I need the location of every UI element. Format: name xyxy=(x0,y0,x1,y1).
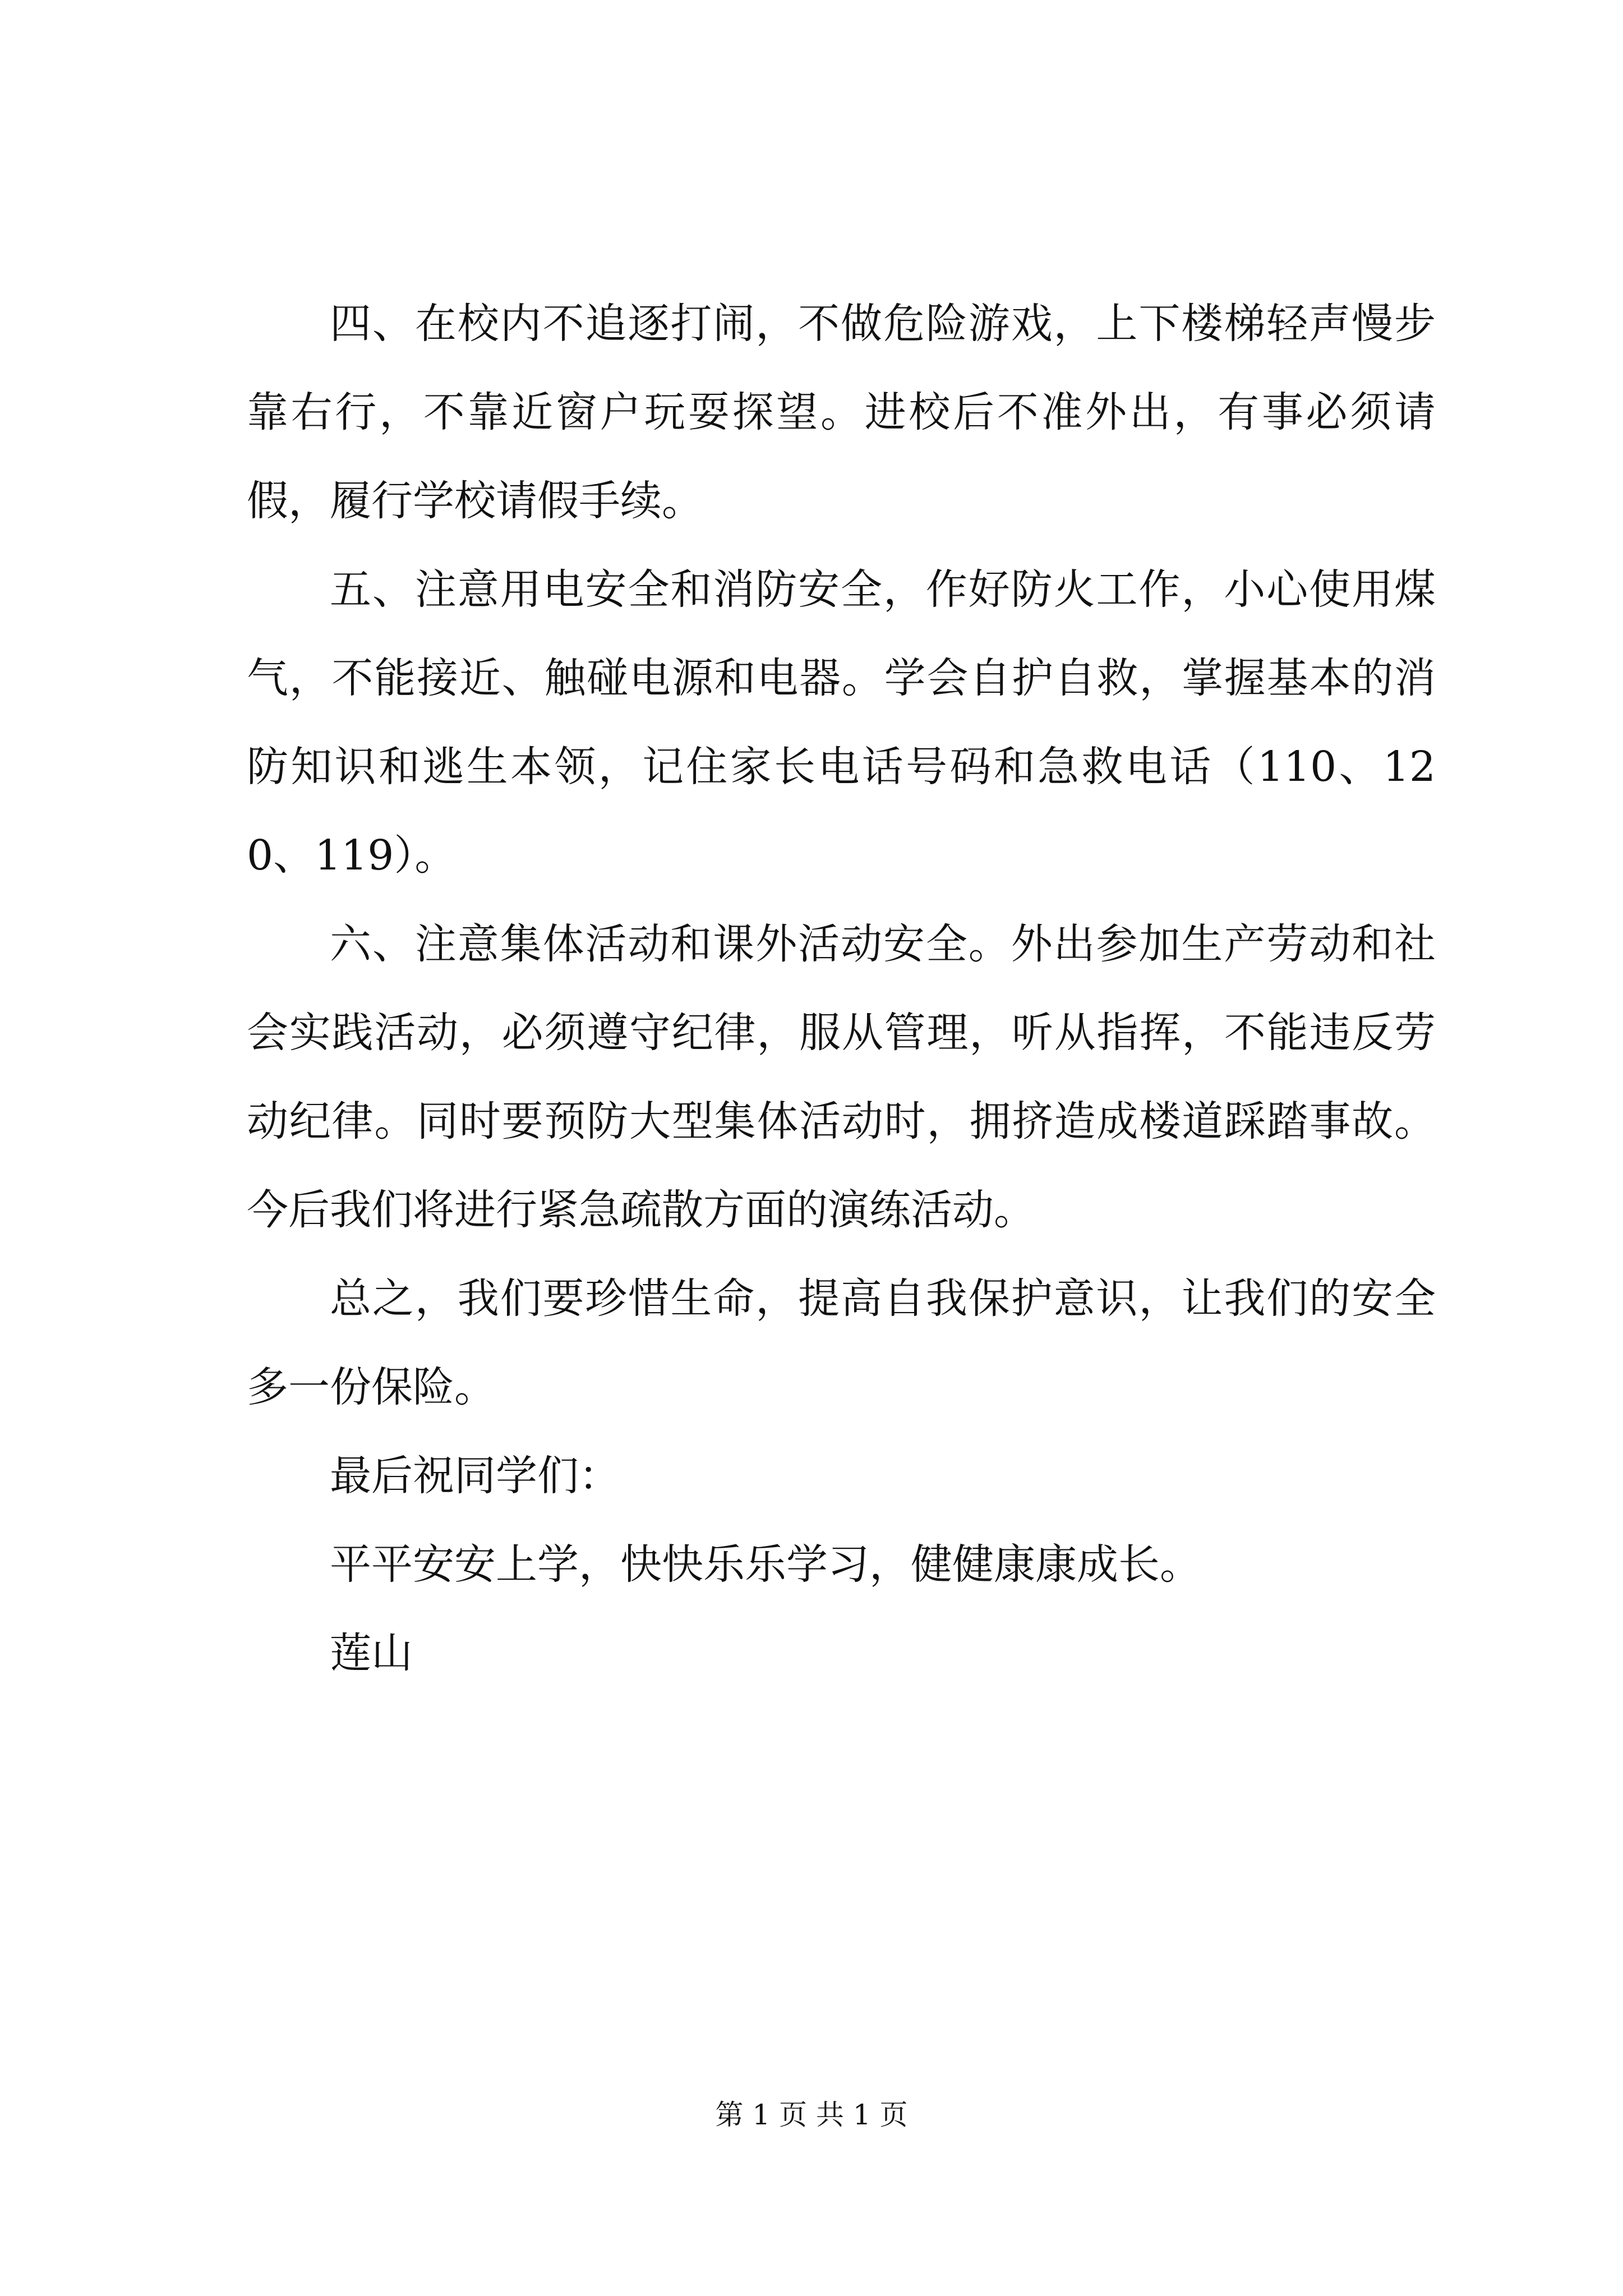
paragraph-conclusion: 总之，我们要珍惜生命，提高自我保护意识，让我们的安全多一份保险。 xyxy=(247,1274,1436,1411)
paragraph-four: 四、在校内不追逐打闹，不做危险游戏，上下楼梯轻声慢步靠右行，不靠近窗户玩耍探望。进校后不准外出，有事必须请假，履行学校请假手续。 xyxy=(247,300,1436,525)
wish-line: 平平安安上学，快快乐乐学习，健健康康成长。 xyxy=(330,1540,1201,1589)
paragraph-six: 六、注意集体活动和课外活动安全。外出参加生产劳动和社会实践活动，必须遵守纪律，服从管理，听从指挥，不能违反劳动纪律。同时要预防大型集体活动时，拥挤造成楼道踩踏事故。今后我们将进行紧急疏散方面的演练活动。 xyxy=(247,920,1436,1234)
signature: 莲山 xyxy=(330,1629,413,1677)
paragraph-five: 五、注意用电安全和消防安全，作好防火工作，小心使用煤气，不能接近、触碰电源和电器。学会自护自救，掌握基本的消防知识和逃生本领，记住家长电话号码和急救电话（110、120、119）。 xyxy=(247,565,1436,880)
page-number-footer: 第 1 页 共 1 页 xyxy=(715,2099,908,2131)
closing-line: 最后祝同学们： xyxy=(330,1452,620,1500)
document-body xyxy=(247,279,1436,1697)
